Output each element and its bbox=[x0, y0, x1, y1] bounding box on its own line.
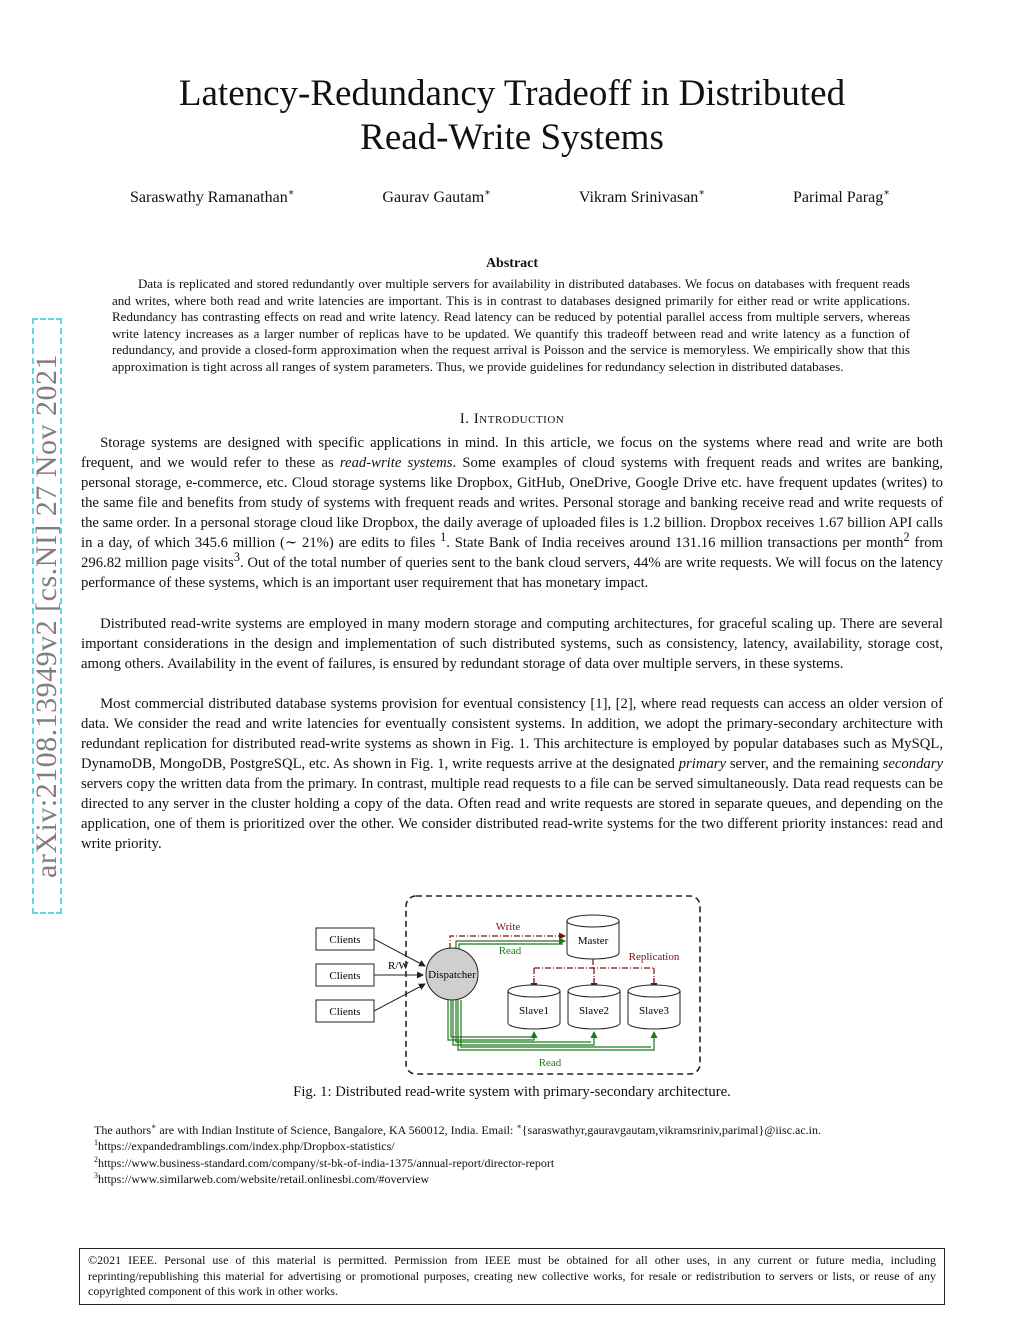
dispatcher-node bbox=[426, 948, 478, 1000]
author-1: Saraswathy Ramanathan∗ bbox=[130, 187, 295, 206]
author-3: Vikram Srinivasan∗ bbox=[578, 187, 706, 206]
slave-database-1 bbox=[508, 985, 560, 1029]
title-line-2: Read-Write Systems bbox=[360, 117, 664, 158]
abstract-heading: Abstract bbox=[485, 256, 539, 271]
footnote-2: $^2$https://www.business-standard.com/company/st-bk-of-india-1375/annual-report/director-report bbox=[94, 1155, 555, 1170]
client-label-2: Clients bbox=[329, 970, 361, 982]
client-box-1 bbox=[316, 928, 374, 950]
rw-label: R/W bbox=[388, 960, 409, 972]
intro-paragraph-3: Most commercial distributed database systems provision for eventual consistency [1], [2], where read requests can access an older version of data. We consider the read and write latencies for eventually consistent systems. In addition, we adopt the primary-secondary architecture with redundant replication for distributed read-write systems as shown in Fig. 1. This architecture is employed by popular databases such as MySQL, DynamoDB, MongoDB, PostgreSQL, etc. As shown in Fig. 1, write requests arrive at the designated primary server, and the remaining secondary servers copy the written data from the primary. In contrast, multiple read requests to a file can be served simultaneously. Data read requests can be directed to any server in the cluster holding a copy of the data. Often read and write requests are stored in separate queues, and depending on the application, one of them is prioritized over the other. We consider distributed read-write systems for the two different priority instances: read and write priority. bbox=[81, 696, 943, 852]
footnote-1: $^1$https://expandedramblings.com/index.php/Dropbox-statistics/ bbox=[94, 1138, 395, 1153]
footnote-1-link[interactable]: https://expandedramblings.com/index.php/Dropbox-statistics/ bbox=[98, 1139, 395, 1153]
figure-caption: Fig. 1: Distributed read-write system with primary-secondary architecture. bbox=[293, 1084, 731, 1100]
intro-paragraph-2: Distributed read-write systems are employed in many modern storage and computing architectures, for graceful scaling up. There are several important considerations in the design and implementation of such distributed systems, such as consistency, latency, availability, storage cost, among others. Availability in the event of failures, is ensured by redundant storage of data over multiple servers, in these systems. bbox=[81, 616, 943, 672]
slave-database-2 bbox=[568, 985, 620, 1029]
master-label: Master bbox=[577, 935, 609, 947]
footnote-3: $^3$https://www.similarweb.com/website/retail.onlinesbi.com/#overview bbox=[94, 1171, 430, 1186]
footnote-authors: The authors∗ are with Indian Institute of Science, Bangalore, KA 560012, India. Email: ∗{saraswathyr,gauravgautam,vikramsriniv,parimal}@iisc.ac.in. bbox=[94, 1122, 821, 1137]
intro-paragraph-1: Storage systems are designed with specific applications in mind. In this article, we focus on the systems where read and write are both frequent, and we would refer to these as read-write systems. Some examples of cloud systems with frequent reads and writes are banking, personal storage, e-commerce, etc. Cloud storage systems like Dropbox, GitHub, OneDrive, Google Drive etc. have frequent updates (writes) to the same file and benefits from study of systems with frequent reads and writes. Personal storage and banking receive read and write requests of the same order. In a personal storage cloud like Dropbox, the daily average of uploaded files is 1.2 billion. Dropbox receives 1.67 billion API calls in a day, of which 345.6 million (∼ 21%) are edits to files $^1$. State Bank of India receives around 131.16 million transactions per month$^2$ from 296.82 million page visits$^3$. Out of the total number of queries sent to the bank cloud servers, 44% are write requests. We will focus on the latency performance of these systems, which is an important user requirement that has monetary impact. bbox=[81, 435, 943, 591]
author-4: Parimal Parag∗ bbox=[793, 187, 890, 206]
client-box-2 bbox=[316, 964, 374, 986]
client-label-1: Clients bbox=[329, 934, 361, 946]
slave-label-2: Slave2 bbox=[579, 1005, 609, 1017]
master-database bbox=[567, 915, 619, 959]
read-label-bottom: Read bbox=[538, 1057, 562, 1069]
author-2: Gaurav Gautam∗ bbox=[382, 187, 491, 206]
title-line-1: Latency-Redundancy Tradeoff in Distributed bbox=[178, 73, 846, 114]
dispatcher-label: Dispatcher bbox=[428, 969, 476, 981]
figure-1-diagram bbox=[308, 892, 718, 1078]
replication-label: Replication bbox=[628, 951, 680, 963]
paper-title bbox=[80, 72, 944, 160]
architecture-diagram bbox=[308, 892, 718, 1078]
abstract-text: Data is replicated and stored redundantly over multiple servers for availability in distributed databases. We focus on databases with frequent reads and writes, where both read and write latencies are important. This is in contrast to databases designed primarily for either read or write applications. Redundancy has contrasting effects on read and write latency. Read latency can be reduced by potential parallel access from multiple servers, whereas write latency increases as a larger number of replicas have to be updated. We quantify this tradeoff between read and write latency as a function of redundancy, and provide a closed-form approximation when the request arrival is Poisson and the service is memoryless. We empirically show that this approximation is tight across all ranges of system parameters. Thus, we provide guidelines for redundancy selection in distributed databases. bbox=[112, 276, 910, 374]
author-list bbox=[130, 189, 890, 207]
slave-label-1: Slave1 bbox=[519, 1005, 549, 1017]
arxiv-identifier: arXiv:2108.13949v2 [cs.NI] 27 Nov 2021 bbox=[30, 354, 63, 878]
section-heading: I. Introduction bbox=[459, 411, 565, 427]
slave-label-3: Slave3 bbox=[639, 1005, 669, 1017]
write-label: Write bbox=[495, 921, 521, 933]
footnote-2-link[interactable]: https://www.business-standard.com/company/st-bk-of-india-1375/annual-report/director-report bbox=[98, 1156, 555, 1170]
slave-database-3 bbox=[628, 985, 680, 1029]
arxiv-stamp bbox=[14, 318, 70, 914]
client-box-3 bbox=[316, 1000, 374, 1022]
read-label-top: Read bbox=[498, 945, 522, 957]
client-label-3: Clients bbox=[329, 1006, 361, 1018]
footnote-3-link[interactable]: https://www.similarweb.com/website/retail.onlinesbi.com/#overview bbox=[98, 1172, 430, 1186]
copyright-notice: ©2021 IEEE. Personal use of this material is permitted. Permission from IEEE must be obtained for all other uses, in any current or future media, including reprinting/republishing this material for advertising or promotional purposes, creating new collective works, for resale or redistribution to servers or lists, or reuse of any copyrighted component of this work in other works. bbox=[79, 1248, 945, 1305]
client3-dispatcher-arrow bbox=[374, 984, 425, 1011]
